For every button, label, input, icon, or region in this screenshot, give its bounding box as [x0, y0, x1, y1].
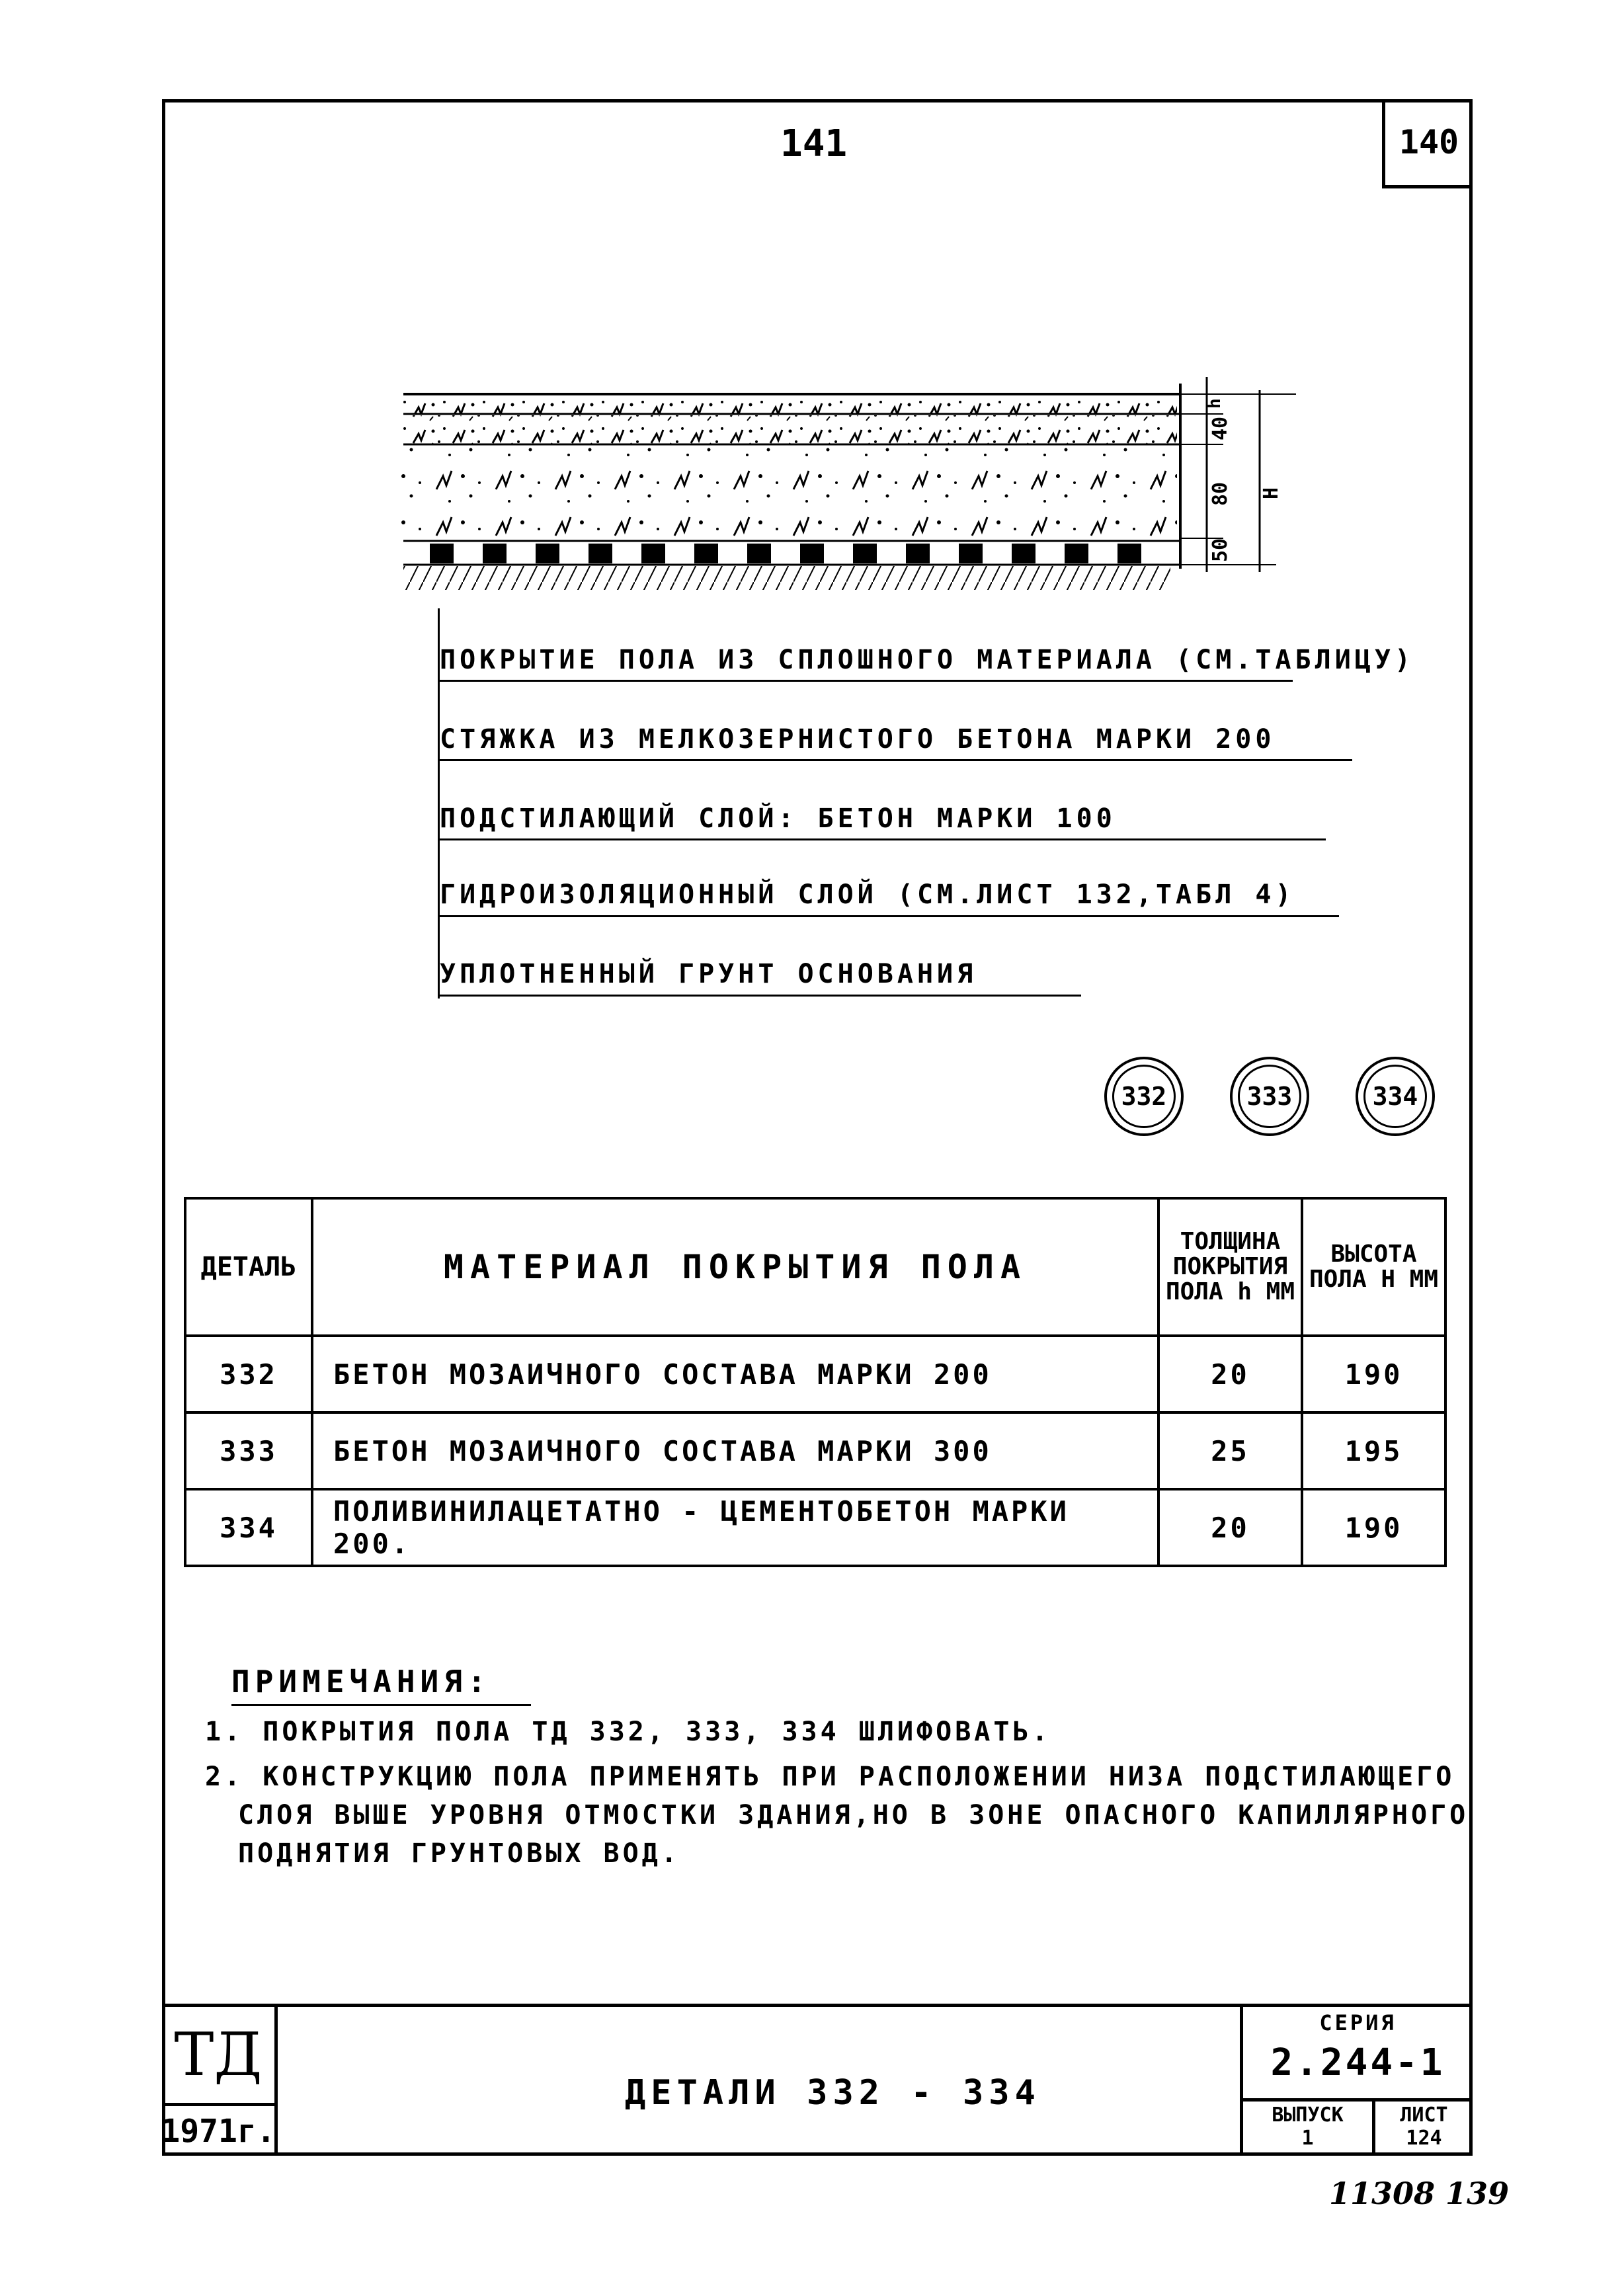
note-item-2: 2. КОНСТРУКЦИЮ ПОЛА ПРИМЕНЯТЬ ПРИ РАСПОЛОЖЕНИИ НИЗА ПОДСТИЛАЮЩЕГО: [205, 1761, 1455, 1792]
layer-label-waterproofing: ГИДРОИЗОЛЯЦИОННЫЙ СЛОЙ (СМ.ЛИСТ 132,ТАБЛ 4): [440, 879, 1295, 910]
table-row: 334 ПОЛИВИНИЛАЦЕТАТНО - ЦЕМЕНТОБЕТОН МАРКИ 200. 20 190: [185, 1489, 1445, 1566]
notes-block: [205, 1660, 1469, 1873]
notes-title: ПРИМЕЧАНИЯ:: [231, 1660, 531, 1706]
layer-label-soil: УПЛОТНЕННЫЙ ГРУНТ ОСНОВАНИЯ: [440, 959, 977, 989]
layer-label-screed: СТЯЖКА ИЗ МЕЛКОЗЕРНИСТОГО БЕТОНА МАРКИ 200: [440, 724, 1276, 755]
note-item-1: 1. ПОКРЫТИЯ ПОЛА ТД 332, 333, 334 ШЛИФОВАТЬ.: [205, 1716, 1051, 1747]
sheet-value: 124: [1406, 2126, 1442, 2150]
waterproofing-layer: [403, 541, 1180, 565]
archive-stamp: 11308 139: [1329, 2176, 1510, 2211]
title-block: [162, 2004, 1473, 2156]
page-number: 141: [780, 122, 848, 165]
detail-marker-334: 334: [1356, 1057, 1435, 1136]
sheet-label: ЛИСТ: [1400, 2103, 1448, 2127]
detail-marker-332: 332: [1104, 1057, 1184, 1136]
issue-cell: [1243, 2102, 1375, 2156]
note-item-2-cont-2: ПОДНЯТИЯ ГРУНТОВЫХ ВОД.: [238, 1838, 680, 1869]
soil-layer: [403, 566, 1170, 590]
dim-80-label: 80: [1209, 481, 1232, 506]
underlayment-layer: [397, 446, 1177, 538]
sheet-number: 140: [1399, 123, 1459, 161]
title-block-series: [1240, 2007, 1473, 2156]
header-height: ВЫСОТА ПОЛА Н ММ: [1302, 1198, 1445, 1336]
dim-H-label: Н: [1260, 487, 1283, 499]
series-number: 2.244-1: [1270, 2041, 1445, 2084]
detail-marker-333: 333: [1230, 1057, 1309, 1136]
dim-h-label: h: [1205, 398, 1225, 409]
series-label: СЕРИЯ: [1319, 2010, 1397, 2035]
issue-label: ВЫПУСК: [1272, 2103, 1344, 2127]
title-block-td: ТД: [162, 2007, 278, 2106]
layer-label-coating: ПОКРЫТИЕ ПОЛА ИЗ СПЛОШНОГО МАТЕРИАЛА (СМ.ТАБЛИЦУ): [440, 645, 1415, 675]
dim-40-label: 40: [1209, 416, 1232, 440]
issue-value: 1: [1301, 2126, 1314, 2150]
table-row: 332 БЕТОН МОЗАИЧНОГО СОСТАВА МАРКИ 200 20 190: [185, 1336, 1445, 1412]
layer-label-underlayment: ПОДСТИЛАЮЩИЙ СЛОЙ: БЕТОН МАРКИ 100: [440, 803, 1116, 834]
header-thickness: ТОЛЩИНА ПОКРЫТИЯ ПОЛА h ММ: [1158, 1198, 1302, 1336]
table-row: 333 БЕТОН МОЗАИЧНОГО СОСТАВА МАРКИ 300 25 195: [185, 1412, 1445, 1489]
title-block-year: 1971г.: [162, 2106, 278, 2156]
sheet-cell: [1375, 2102, 1473, 2156]
dim-50-label: 50: [1209, 538, 1232, 562]
coating-layer: [403, 394, 1177, 414]
sheet-number-box: [1382, 99, 1473, 188]
table-header-row: [185, 1198, 1445, 1336]
note-item-2-cont-1: СЛОЯ ВЫШЕ УРОВНЯ ОТМОСТКИ ЗДАНИЯ,НО В ЗОНЕ ОПАСНОГО КАПИЛЛЯРНОГО: [238, 1799, 1469, 1830]
header-material: МАТЕРИАЛ ПОКРЫТИЯ ПОЛА: [312, 1198, 1158, 1336]
title-block-title: ДЕТАЛИ 332 - 334: [625, 2073, 1041, 2113]
header-detail: ДЕТАЛЬ: [185, 1198, 312, 1336]
screed-layer: [403, 415, 1177, 444]
floor-section-drawing: [370, 370, 1322, 608]
materials-table: [184, 1197, 1447, 1567]
